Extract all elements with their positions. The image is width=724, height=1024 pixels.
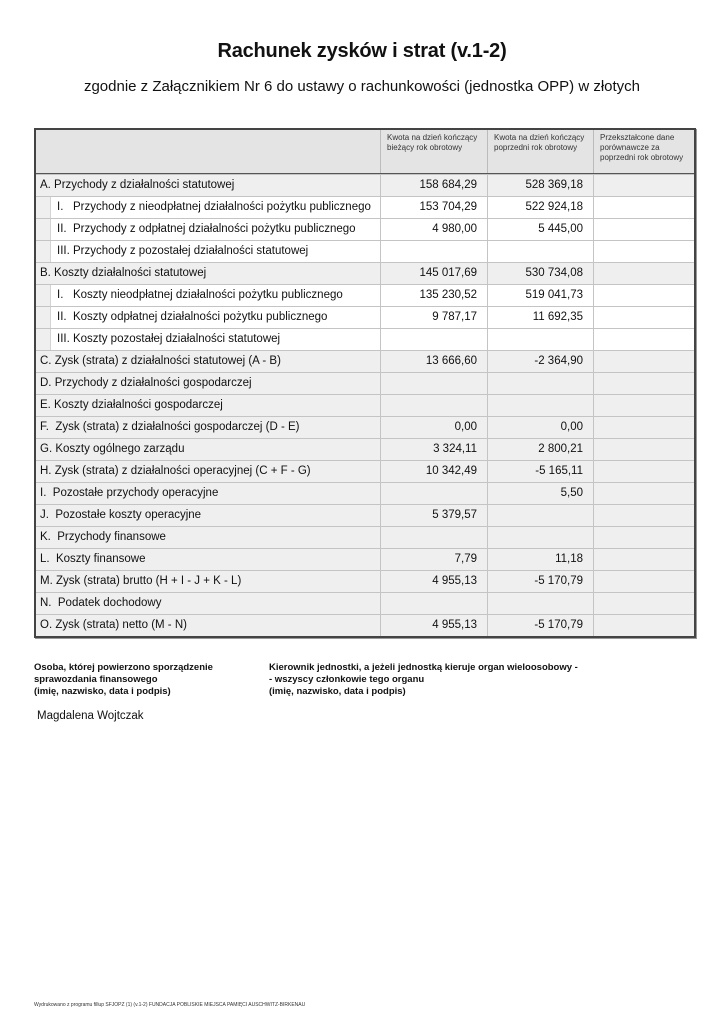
- head-label-line2: - wszyscy członkowie tego organu: [269, 674, 425, 685]
- row-label-cell: [36, 285, 381, 306]
- table-row: [36, 306, 694, 328]
- previous-year-value: 0,00: [488, 417, 594, 438]
- table-row: [36, 570, 694, 592]
- converted-value: [594, 351, 694, 372]
- converted-value: [594, 571, 694, 592]
- table-row: [36, 504, 694, 526]
- document-title: Rachunek zysków i strat (v.1-2): [217, 40, 507, 62]
- row-label-cell: [36, 197, 381, 218]
- row-label: J. Pozostałe koszty operacyjne: [40, 509, 202, 521]
- head-label-line3: (imię, nazwisko, data i podpis): [269, 686, 406, 697]
- previous-year-value: [488, 505, 594, 526]
- converted-value: [594, 505, 694, 526]
- row-label-cell: [36, 219, 381, 240]
- converted-value: [594, 527, 694, 548]
- row-label-cell: [36, 263, 381, 284]
- current-year-value: 135 230,52: [381, 285, 488, 306]
- converted-value: [594, 307, 694, 328]
- converted-value: [594, 197, 694, 218]
- table-row: [36, 262, 694, 284]
- row-label: G. Koszty ogólnego zarządu: [40, 443, 185, 455]
- previous-year-value: [488, 329, 594, 350]
- converted-value: [594, 593, 694, 614]
- row-label-cell: [36, 373, 381, 394]
- table-row: [36, 482, 694, 504]
- head-signature-block: [269, 662, 609, 698]
- indent-spacer: [36, 285, 51, 306]
- previous-year-value: [488, 373, 594, 394]
- previous-year-value: [488, 527, 594, 548]
- current-year-value: 4 955,13: [381, 615, 488, 636]
- header-current-year: Kwota na dzień kończący bieżący rok obrotowy: [381, 130, 488, 173]
- converted-value: [594, 417, 694, 438]
- current-year-value: [381, 373, 488, 394]
- row-label-cell: [36, 615, 381, 636]
- row-label: III. Koszty pozostałej działalności statutowej: [57, 333, 281, 345]
- table-row: [36, 526, 694, 548]
- row-label-cell: [36, 329, 381, 350]
- row-label: I. Koszty nieodpłatnej działalności pożytku publicznego: [57, 289, 343, 301]
- converted-value: [594, 263, 694, 284]
- row-label: I. Przychody z nieodpłatnej działalności pożytku publicznego: [57, 201, 371, 213]
- current-year-value: 13 666,60: [381, 351, 488, 372]
- table-row: [36, 592, 694, 614]
- previous-year-value: -5 170,79: [488, 571, 594, 592]
- table-row: [36, 240, 694, 262]
- table-header-row: [36, 130, 694, 174]
- current-year-value: [381, 395, 488, 416]
- preparer-label-line3: (imię, nazwisko, data i podpis): [34, 686, 171, 697]
- current-year-value: [381, 527, 488, 548]
- converted-value: [594, 615, 694, 636]
- row-label: II. Koszty odpłatnej działalności pożytku publicznego: [57, 311, 328, 323]
- row-label: C. Zysk (strata) z działalności statutowej (A - B): [40, 355, 281, 367]
- table-row: [36, 460, 694, 482]
- previous-year-value: 11,18: [488, 549, 594, 570]
- row-label: B. Koszty działalności statutowej: [40, 267, 207, 279]
- row-label-cell: [36, 549, 381, 570]
- current-year-value: 4 980,00: [381, 219, 488, 240]
- row-label-cell: [36, 351, 381, 372]
- table-row: [36, 350, 694, 372]
- row-label-cell: [36, 505, 381, 526]
- current-year-value: 5 379,57: [381, 505, 488, 526]
- indent-spacer: [36, 329, 51, 350]
- row-label: III. Przychody z pozostałej działalności statutowej: [57, 245, 309, 257]
- table-row: [36, 196, 694, 218]
- row-label-cell: [36, 395, 381, 416]
- income-statement-table: [34, 128, 696, 638]
- previous-year-value: [488, 241, 594, 262]
- preparer-label-line2: sprawozdania finansowego: [34, 674, 158, 685]
- row-label: II. Przychody z odpłatnej działalności pożytku publicznego: [57, 223, 356, 235]
- converted-value: [594, 175, 694, 196]
- previous-year-value: 11 692,35: [488, 307, 594, 328]
- row-label-cell: [36, 593, 381, 614]
- row-label: D. Przychody z działalności gospodarczej: [40, 377, 252, 389]
- indent-spacer: [36, 241, 51, 262]
- row-label: N. Podatek dochodowy: [40, 597, 162, 609]
- table-row: [36, 438, 694, 460]
- current-year-value: 7,79: [381, 549, 488, 570]
- indent-spacer: [36, 219, 51, 240]
- preparer-name: Magdalena Wojtczak: [37, 710, 144, 722]
- previous-year-value: [488, 593, 594, 614]
- current-year-value: 145 017,69: [381, 263, 488, 284]
- converted-value: [594, 395, 694, 416]
- document-subtitle: zgodnie z Załącznikiem Nr 6 do ustawy o rachunkowości (jednostka OPP) w złotych: [83, 78, 641, 95]
- previous-year-value: 2 800,21: [488, 439, 594, 460]
- table-row: [36, 218, 694, 240]
- table-row: [36, 416, 694, 438]
- converted-value: [594, 329, 694, 350]
- previous-year-value: -5 170,79: [488, 615, 594, 636]
- current-year-value: 4 955,13: [381, 571, 488, 592]
- previous-year-value: 528 369,18: [488, 175, 594, 196]
- row-label: I. Pozostałe przychody operacyjne: [40, 487, 219, 499]
- table-body: [36, 174, 694, 636]
- table-row: [36, 328, 694, 350]
- current-year-value: 9 787,17: [381, 307, 488, 328]
- converted-value: [594, 241, 694, 262]
- converted-value: [594, 461, 694, 482]
- previous-year-value: 5 445,00: [488, 219, 594, 240]
- current-year-value: 10 342,49: [381, 461, 488, 482]
- current-year-value: [381, 593, 488, 614]
- converted-value: [594, 219, 694, 240]
- row-label-cell: [36, 307, 381, 328]
- row-label-cell: [36, 439, 381, 460]
- row-label-cell: [36, 483, 381, 504]
- row-label: K. Przychody finansowe: [40, 531, 166, 543]
- preparer-label-line1: Osoba, której powierzono sporządzenie: [34, 662, 213, 673]
- converted-value: [594, 285, 694, 306]
- row-label-cell: [36, 571, 381, 592]
- row-label: F. Zysk (strata) z działalności gospodarczej (D - E): [40, 421, 300, 433]
- table-row: [36, 394, 694, 416]
- row-label: A. Przychody z działalności statutowej: [40, 179, 235, 191]
- current-year-value: [381, 483, 488, 504]
- current-year-value: [381, 241, 488, 262]
- previous-year-value: 519 041,73: [488, 285, 594, 306]
- head-label-line1: Kierownik jednostki, a jeżeli jednostką kieruje organ wieloosobowy -: [269, 662, 578, 673]
- row-label-cell: [36, 175, 381, 196]
- row-label-cell: [36, 461, 381, 482]
- header-previous-year: Kwota na dzień kończący poprzedni rok obrotowy: [488, 130, 594, 173]
- indent-spacer: [36, 197, 51, 218]
- converted-value: [594, 483, 694, 504]
- converted-value: [594, 549, 694, 570]
- converted-value: [594, 439, 694, 460]
- row-label: O. Zysk (strata) netto (M - N): [40, 619, 187, 631]
- row-label: E. Koszty działalności gospodarczej: [40, 399, 223, 411]
- row-label-cell: [36, 241, 381, 262]
- previous-year-value: -5 165,11: [488, 461, 594, 482]
- row-label: H. Zysk (strata) z działalności operacyjnej (C + F - G): [40, 465, 311, 477]
- row-label-cell: [36, 417, 381, 438]
- previous-year-value: 530 734,08: [488, 263, 594, 284]
- header-converted-data: Przekształcone dane porównawcze za poprzedni rok obrotowy: [600, 133, 684, 162]
- indent-spacer: [36, 307, 51, 328]
- table-row: [36, 372, 694, 394]
- current-year-value: [381, 329, 488, 350]
- preparer-signature-block: [34, 662, 254, 698]
- header-label: [36, 130, 381, 173]
- current-year-value: 153 704,29: [381, 197, 488, 218]
- table-row: [36, 284, 694, 306]
- previous-year-value: [488, 395, 594, 416]
- row-label: M. Zysk (strata) brutto (H + I - J + K - L): [40, 575, 242, 587]
- current-year-value: 3 324,11: [381, 439, 488, 460]
- converted-value: [594, 373, 694, 394]
- table-row: [36, 614, 694, 636]
- table-row: [36, 548, 694, 570]
- print-footer: Wydrukowano z programu fillup SFJOPZ (1) (v.1-2) FUNDACJA POBLISKIE MIEJSCA PAMIĘCI AUSCHWITZ-BIRKENAU: [34, 1002, 306, 1008]
- previous-year-value: 522 924,18: [488, 197, 594, 218]
- row-label-cell: [36, 527, 381, 548]
- table-row: [36, 174, 694, 196]
- previous-year-value: 5,50: [488, 483, 594, 504]
- row-label: L. Koszty finansowe: [40, 553, 146, 565]
- current-year-value: 0,00: [381, 417, 488, 438]
- current-year-value: 158 684,29: [381, 175, 488, 196]
- previous-year-value: -2 364,90: [488, 351, 594, 372]
